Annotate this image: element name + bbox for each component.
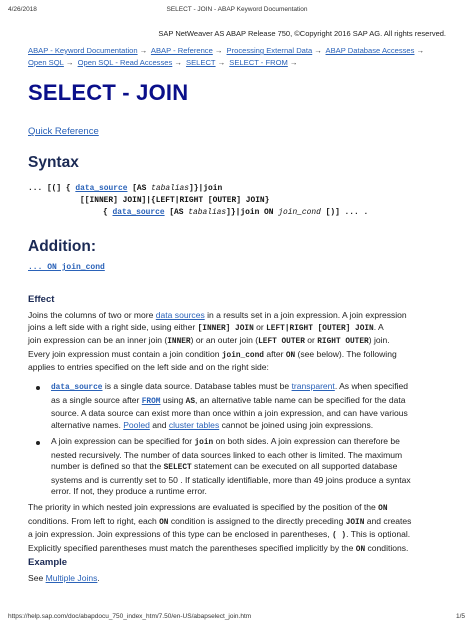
print-date: 4/26/2018 bbox=[8, 6, 37, 13]
effect-heading: Effect bbox=[28, 294, 55, 305]
copyright-notice: SAP NetWeaver AS ABAP Release 750, ©Copyright 2016 SAP AG. All rights reserved. bbox=[158, 29, 446, 38]
text: joins a left side with a right side, using either bbox=[28, 321, 198, 332]
breadcrumb-link-select-from[interactable]: SELECT - FROM bbox=[229, 58, 288, 67]
text: alternative names. bbox=[51, 419, 124, 430]
breadcrumb-arrow: → bbox=[289, 58, 298, 67]
text: (see below). The following bbox=[295, 348, 397, 359]
print-footer-url: https://help.sap.com/doc/abapdocu_750_index_htm/7.50/en-US/abapselect_join.htm bbox=[8, 613, 252, 620]
breadcrumb-link-processing-external-data[interactable]: Processing External Data bbox=[226, 46, 313, 55]
addition-on-join-cond-link[interactable]: ... ON join_cond bbox=[28, 263, 105, 272]
text: ) join. bbox=[368, 335, 390, 346]
print-title: SELECT - JOIN - ABAP Keyword Documentation bbox=[166, 6, 308, 13]
text: conditions. bbox=[365, 542, 409, 553]
text: join expression can be an inner join ( bbox=[28, 335, 168, 346]
print-footer-page: 1/5 bbox=[455, 613, 465, 620]
text: after bbox=[263, 348, 286, 359]
text: in a results set in a join expression. A join expression bbox=[204, 310, 407, 320]
syntax-text: ... [(] { bbox=[28, 184, 76, 193]
keyword: INNER bbox=[167, 338, 191, 347]
text: , an alternative table name can be specified for the data bbox=[195, 394, 406, 405]
syntax-text: ]}|join ON bbox=[226, 208, 279, 217]
keyword: LEFT OUTER bbox=[258, 338, 305, 347]
syntax-heading: Syntax bbox=[28, 154, 79, 171]
breadcrumb-line-2 bbox=[28, 58, 299, 67]
keyword: ( ) bbox=[332, 532, 347, 541]
breadcrumb-link-select[interactable]: SELECT bbox=[186, 58, 216, 67]
text: Every join expression must contain a join condition bbox=[28, 348, 222, 359]
text: using bbox=[160, 394, 186, 405]
tabalias-placeholder: tabalias bbox=[188, 208, 227, 217]
text: and creates bbox=[364, 515, 412, 526]
text: or bbox=[253, 321, 267, 332]
syntax-line-2: [[INNER] JOIN]|{LEFT|RIGHT [OUTER] JOIN} bbox=[80, 196, 270, 205]
keyword: join bbox=[194, 439, 214, 447]
text: systems and is currently set to 50 . If statically identifiable, more than 49 joins produce a syntax bbox=[51, 474, 411, 485]
priority-paragraph bbox=[28, 502, 448, 556]
keyword: ON bbox=[355, 545, 366, 554]
breadcrumb-link-keyword-doc[interactable]: ABAP - Keyword Documentation bbox=[28, 46, 138, 55]
keyword: AS bbox=[185, 397, 196, 406]
keyword: ON bbox=[378, 505, 388, 513]
text: . bbox=[97, 573, 100, 583]
addition-heading: Addition: bbox=[28, 238, 97, 255]
text: is a single data source. Database tables must be bbox=[102, 381, 292, 391]
quick-reference-link[interactable]: Quick Reference bbox=[28, 126, 99, 137]
text: . This is optional. bbox=[346, 529, 411, 540]
syntax-text: [AS bbox=[127, 184, 152, 193]
text: See bbox=[28, 573, 46, 583]
keyword: JOIN bbox=[345, 518, 365, 527]
text: . A bbox=[373, 321, 384, 332]
transparent-link[interactable]: transparent bbox=[291, 381, 335, 391]
keyword: ON bbox=[285, 351, 296, 360]
bullet-item-join-expression bbox=[51, 436, 451, 498]
text: ) or an outer join ( bbox=[190, 335, 259, 346]
data-source-link[interactable]: data_source bbox=[51, 384, 103, 392]
example-heading: Example bbox=[28, 557, 68, 568]
breadcrumb-link-read-accesses[interactable]: Open SQL - Read Accesses bbox=[77, 58, 173, 67]
join-cond-placeholder: join_cond bbox=[278, 208, 321, 217]
breadcrumb-link-database-accesses[interactable]: ABAP Database Accesses bbox=[325, 46, 415, 55]
text: condition is assigned to the directly preceding bbox=[168, 515, 346, 526]
breadcrumb-arrow: → bbox=[139, 46, 148, 55]
keyword: [INNER] JOIN bbox=[197, 324, 254, 333]
syntax-line-1 bbox=[28, 184, 222, 193]
keyword: SELECT bbox=[163, 464, 192, 473]
effect-paragraph bbox=[28, 310, 448, 374]
text: a join expression. Join expressions of this type can be enclosed in parentheses, bbox=[28, 529, 333, 540]
data-source-link[interactable]: data_source bbox=[75, 184, 128, 193]
keyword: join_cond bbox=[221, 351, 264, 360]
page-title: SELECT - JOIN bbox=[28, 80, 189, 105]
text: Explicitly specified parentheses must match the parentheses specified implicitly by the bbox=[28, 542, 356, 553]
syntax-text: [)] ... . bbox=[320, 208, 369, 217]
text: statement can be executed on all supported database bbox=[191, 461, 398, 472]
syntax-text: ]}|join bbox=[189, 184, 223, 193]
breadcrumb-arrow: → bbox=[174, 58, 182, 67]
text: and bbox=[149, 419, 169, 430]
text: nested recursively. The number of data sources linked to each other is limited. The maximum bbox=[51, 449, 403, 460]
text: number is defined so that the bbox=[51, 461, 164, 472]
from-link[interactable]: FROM bbox=[141, 397, 161, 406]
text: Joins the columns of two or more bbox=[28, 310, 156, 320]
keyword: ON bbox=[159, 518, 169, 527]
breadcrumb-link-open-sql[interactable]: Open SQL bbox=[28, 58, 64, 67]
tabalias-placeholder: tabalias bbox=[151, 184, 190, 193]
breadcrumb-arrow: → bbox=[217, 58, 226, 67]
bullet-dot bbox=[36, 386, 40, 390]
breadcrumb bbox=[28, 46, 426, 55]
keyword: RIGHT OUTER bbox=[317, 338, 369, 347]
syntax-text: { bbox=[103, 208, 113, 217]
bullet-dot bbox=[36, 441, 40, 445]
text: applies to entries specified on the left side and on the right side: bbox=[28, 362, 269, 373]
bullet-item-data-source bbox=[51, 381, 451, 431]
text: as a single source after bbox=[51, 394, 142, 405]
breadcrumb-arrow: → bbox=[65, 58, 74, 67]
multiple-joins-link[interactable]: Multiple Joins bbox=[45, 573, 98, 583]
data-sources-link[interactable]: data sources bbox=[155, 310, 205, 320]
text: A join expression can be specified for bbox=[51, 436, 195, 446]
text: on both sides. A join expression can therefore be bbox=[213, 436, 400, 446]
text: . As when specified bbox=[334, 381, 408, 391]
text: source. A data source can exist more than once within a join expression, and can have various bbox=[51, 408, 408, 419]
text: conditions. From left to right, each bbox=[28, 515, 160, 526]
syntax-text: [AS bbox=[164, 208, 189, 217]
text: or bbox=[304, 335, 318, 346]
breadcrumb-arrow: → bbox=[314, 46, 322, 55]
text: The priority in which nested join expressions are evaluated is specified by the position of the bbox=[28, 502, 379, 512]
breadcrumb-arrow: → bbox=[214, 46, 223, 55]
cluster-tables-link[interactable]: cluster tables bbox=[168, 419, 220, 430]
data-source-link[interactable]: data_source bbox=[112, 208, 165, 217]
syntax-line-3 bbox=[103, 208, 368, 217]
breadcrumb-arrow: → bbox=[416, 46, 425, 55]
text: error. If not, they produce a runtime error. bbox=[51, 486, 207, 497]
example-paragraph bbox=[28, 573, 448, 585]
text: cannot be joined using join expressions. bbox=[219, 419, 374, 430]
pooled-link[interactable]: Pooled bbox=[123, 419, 150, 430]
breadcrumb-link-reference[interactable]: ABAP - Reference bbox=[150, 46, 213, 55]
keyword: LEFT|RIGHT [OUTER] JOIN bbox=[266, 324, 374, 333]
